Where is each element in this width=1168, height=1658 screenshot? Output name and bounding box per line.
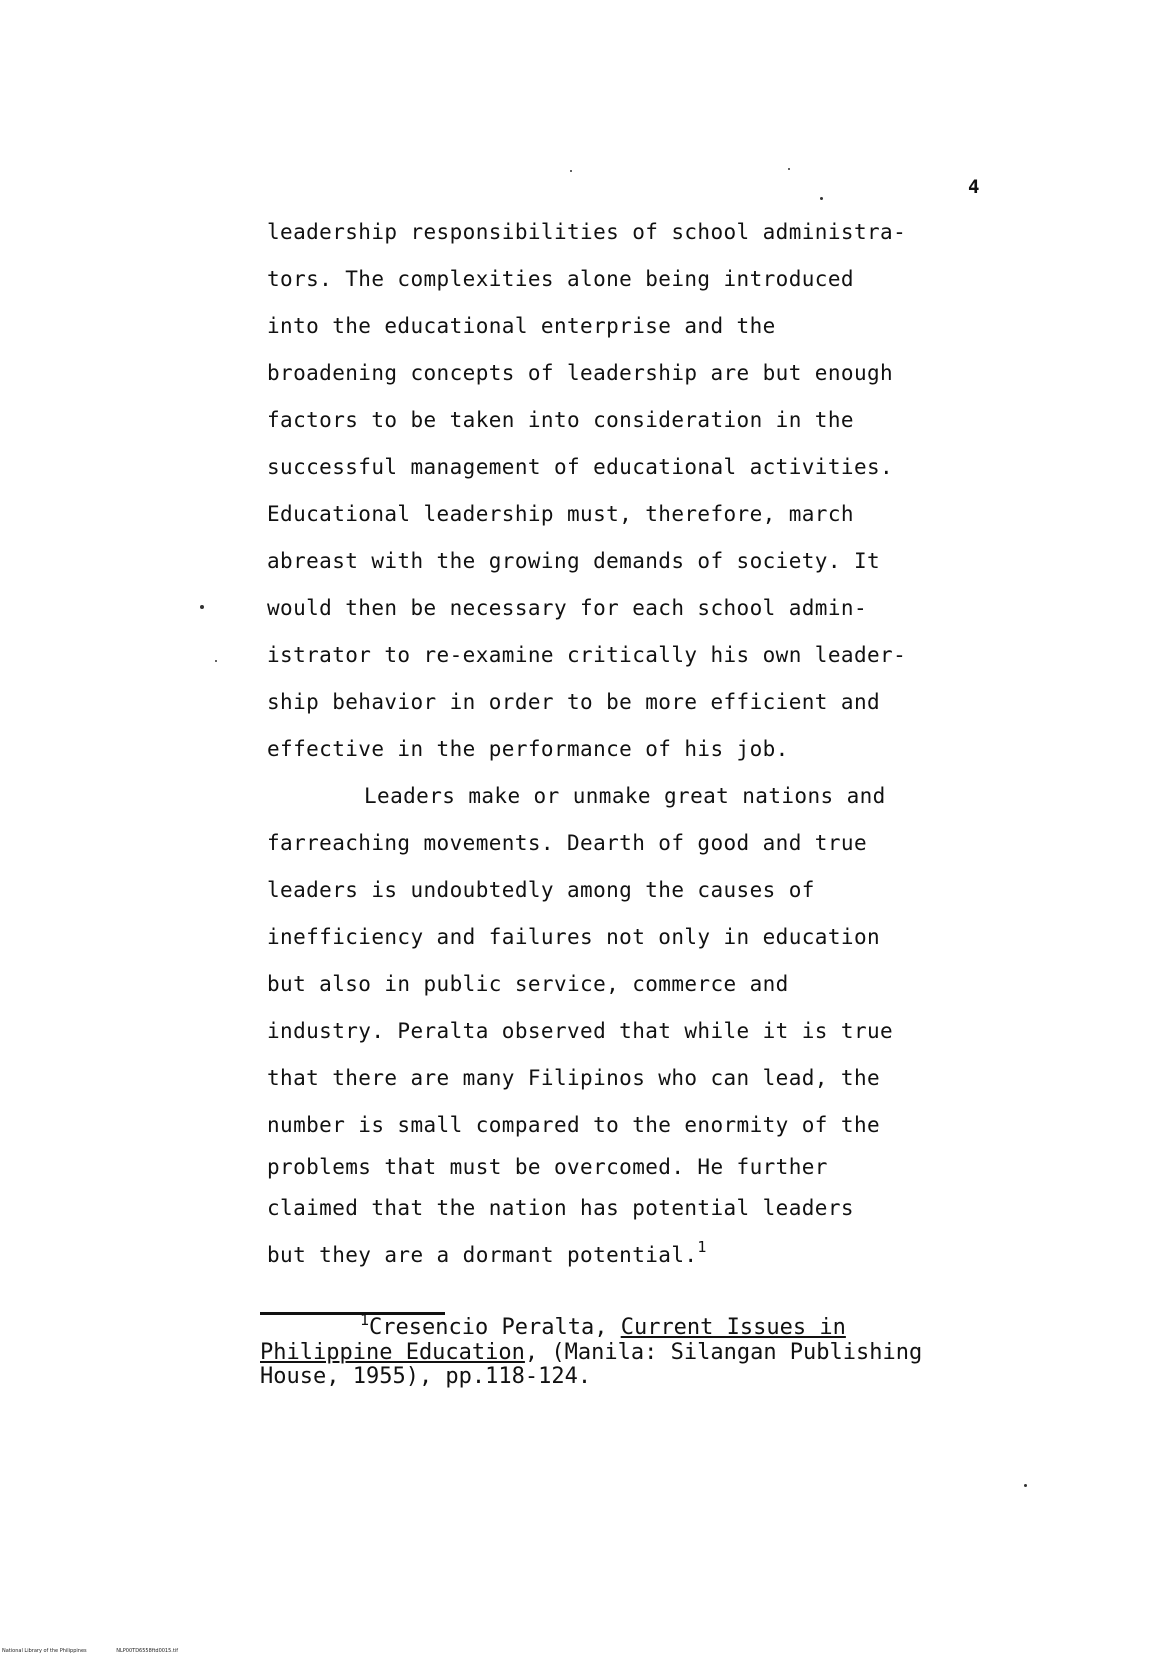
text-line: Educational leadership must, therefore, march xyxy=(267,502,854,526)
scan-speck xyxy=(1024,1484,1027,1487)
text-line-last xyxy=(267,1232,1007,1279)
text-line: but also in public service, commerce and xyxy=(267,972,789,996)
scan-speck xyxy=(570,170,572,172)
text-line: ship behavior in order to be more efficient and xyxy=(267,690,881,714)
footnote-author: Cresencio Peralta, xyxy=(369,1315,621,1340)
text-line: factors to be taken into consideration in the xyxy=(267,408,854,432)
scan-speck xyxy=(200,605,204,609)
scan-speck xyxy=(820,197,823,200)
footnote-title: Current Issues in xyxy=(620,1315,846,1340)
footnote-publisher: , (Manila: Silangan Publishing xyxy=(524,1340,923,1365)
text-line: successful management of educational activities. xyxy=(267,455,894,479)
footnote xyxy=(260,1311,1020,1389)
footnote-line xyxy=(260,1311,1020,1341)
text-line: number is small compared to the enormity of the xyxy=(267,1113,881,1137)
text-line: broadening concepts of leadership are but enough xyxy=(267,361,894,385)
footnote-line: House, 1955), pp.118-124. xyxy=(260,1364,592,1389)
footnote-title-cont: Philippine Education xyxy=(260,1340,525,1365)
text-line: claimed that the nation has potential leaders xyxy=(267,1196,854,1220)
scan-speck xyxy=(215,660,217,662)
scan-speck xyxy=(788,168,790,170)
scan-footer xyxy=(2,1648,206,1654)
footnote-reference: 1 xyxy=(697,1238,707,1256)
text-line: inefficiency and failures not only in education xyxy=(267,925,881,949)
text-line: problems that must be overcomed. He further xyxy=(267,1155,828,1179)
text-line: abreast with the growing demands of society. It xyxy=(267,549,881,573)
text-line: industry. Peralta observed that while it is true xyxy=(267,1019,894,1043)
text-line: leadership responsibilities of school administra- xyxy=(267,220,907,244)
text-line: leaders is undoubtedly among the causes of xyxy=(267,878,815,902)
text-line: effective in the performance of his job. xyxy=(267,737,789,761)
scan-footer-library: National Library of the Philippines xyxy=(2,1648,87,1654)
text-line: would then be necessary for each school admin- xyxy=(267,596,867,620)
text-line-last-content: but they are a dormant potential. xyxy=(267,1243,698,1267)
text-line: farreaching movements. Dearth of good and true xyxy=(267,831,867,855)
text-line: Leaders make or unmake great nations and xyxy=(364,784,886,808)
text-line: that there are many Filipinos who can lead, the xyxy=(267,1066,881,1090)
scan-footer-file: NLP00TD6558ftd0015.tif xyxy=(116,1648,178,1654)
footnote-line xyxy=(260,1341,1020,1365)
footnote-marker: 1 xyxy=(360,1311,370,1329)
text-line: tors. The complexities alone being introduced xyxy=(267,267,854,291)
body-text xyxy=(267,209,1007,1279)
text-line: into the educational enterprise and the xyxy=(267,314,776,338)
text-line: istrator to re-examine critically his own leader- xyxy=(267,643,907,667)
page-number: 4 xyxy=(968,176,980,198)
